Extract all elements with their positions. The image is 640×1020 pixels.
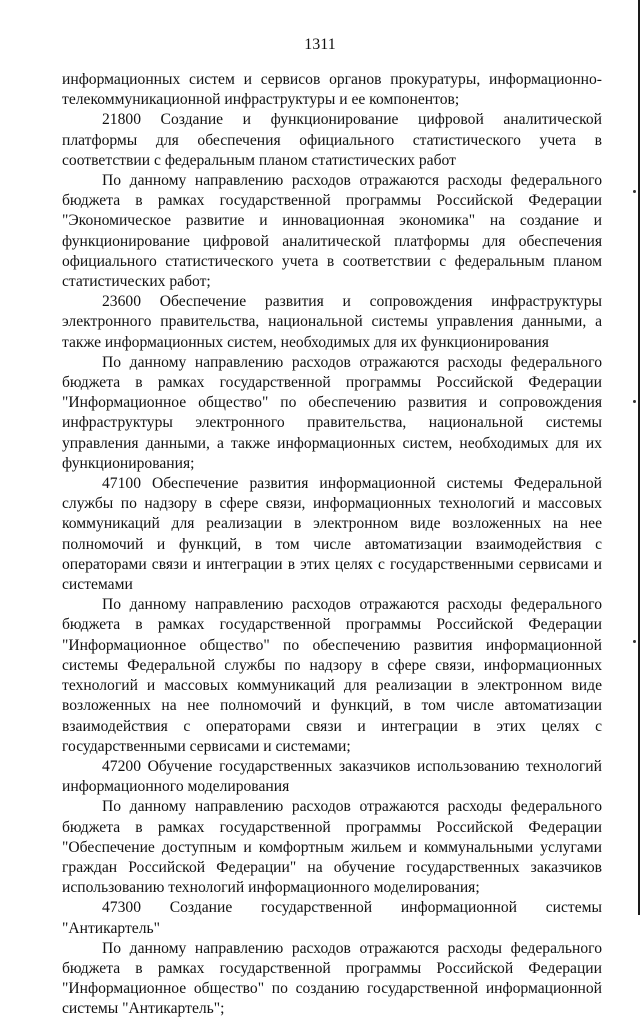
paragraph: информационных систем и сервисов органов прокуратуры, информационно-телекоммуникационной инфраструктуры и ее компонентов; [62,71,602,109]
paragraph: По данному направлению расходов отражаются расходы федерального бюджета в рамках государственной программы Российской Федерации "Информационное общество" по обеспечению развития и сопровождения инфраструктуры электронного правительства, национальной системы управления данными, а также информационных систем, необходимых для их функционирования; [62,353,602,472]
document-body [62,70,602,1020]
expense-code-heading: 47200 Обучение государственных заказчиков использованию технологий информационного моделирования [62,757,602,796]
paragraph: По данному направлению расходов отражаются расходы федерального бюджета в рамках государственной программы Российской Федерации "Экономическое развитие и инновационная экономика" на создание и функционирование цифровой аналитической платформы для обеспечения официального статистического учета в соответствии с федеральным планом статистических работ; [62,172,602,291]
paragraph: По данному направлению расходов отражаются расходы федерального бюджета в рамках государственной программы Российской Федерации "Обеспечение доступным и комфортным жильем и коммунальными услугами граждан Российской Федерации" на обучение государственных заказчиков использованию технологий информационного моделирования; [62,798,602,897]
scan-speck [633,640,636,643]
page-number: 1311 [304,36,336,53]
scan-speck [633,190,636,193]
scan-speck [633,400,636,403]
expense-code-heading: 21800 Создание и функционирование цифровой аналитической платформы для обеспечения официального статистического учета в соответствии с федеральным планом статистических работ [62,111,602,169]
expense-code-heading: 47300 Создание государственной информационной системы "Антикартель" [62,899,602,937]
expense-code-heading: 23600 Обеспечение развития и сопровождения инфраструктуры электронного правительства, национальной системы управления данными, а также информационных систем, необходимых для их функционирования [62,293,602,351]
paragraph: По данному направлению расходов отражаются расходы федерального бюджета в рамках государственной программы Российской Федерации "Информационное общество" по обеспечению развития информационной системы Федеральной службы по надзору в сфере связи, информационных технологий и массовых коммуникаций для реализации в электронном виде возложенных на нее полномочий и функций, в том числе автоматизации взаимодействия с операторами связи и интеграции в этих целях с государственными сервисами и системами; [62,596,602,755]
expense-code-heading: 47100 Обеспечение развития информационной системы Федеральной службы по надзору в сфере связи, информационных технологий и массовых коммуникаций для реализации в электронном виде возложенных на нее полномочий и функций, в том числе автоматизации взаимодействия с операторами связи и интеграции в этих целях с государственными сервисами и системами [62,475,602,594]
paragraph: По данному направлению расходов отражаются расходы федерального бюджета в рамках государственной программы Российской Федерации "Информационное общество" по созданию государственной информационной системы "Антикартель"; [62,939,602,1018]
